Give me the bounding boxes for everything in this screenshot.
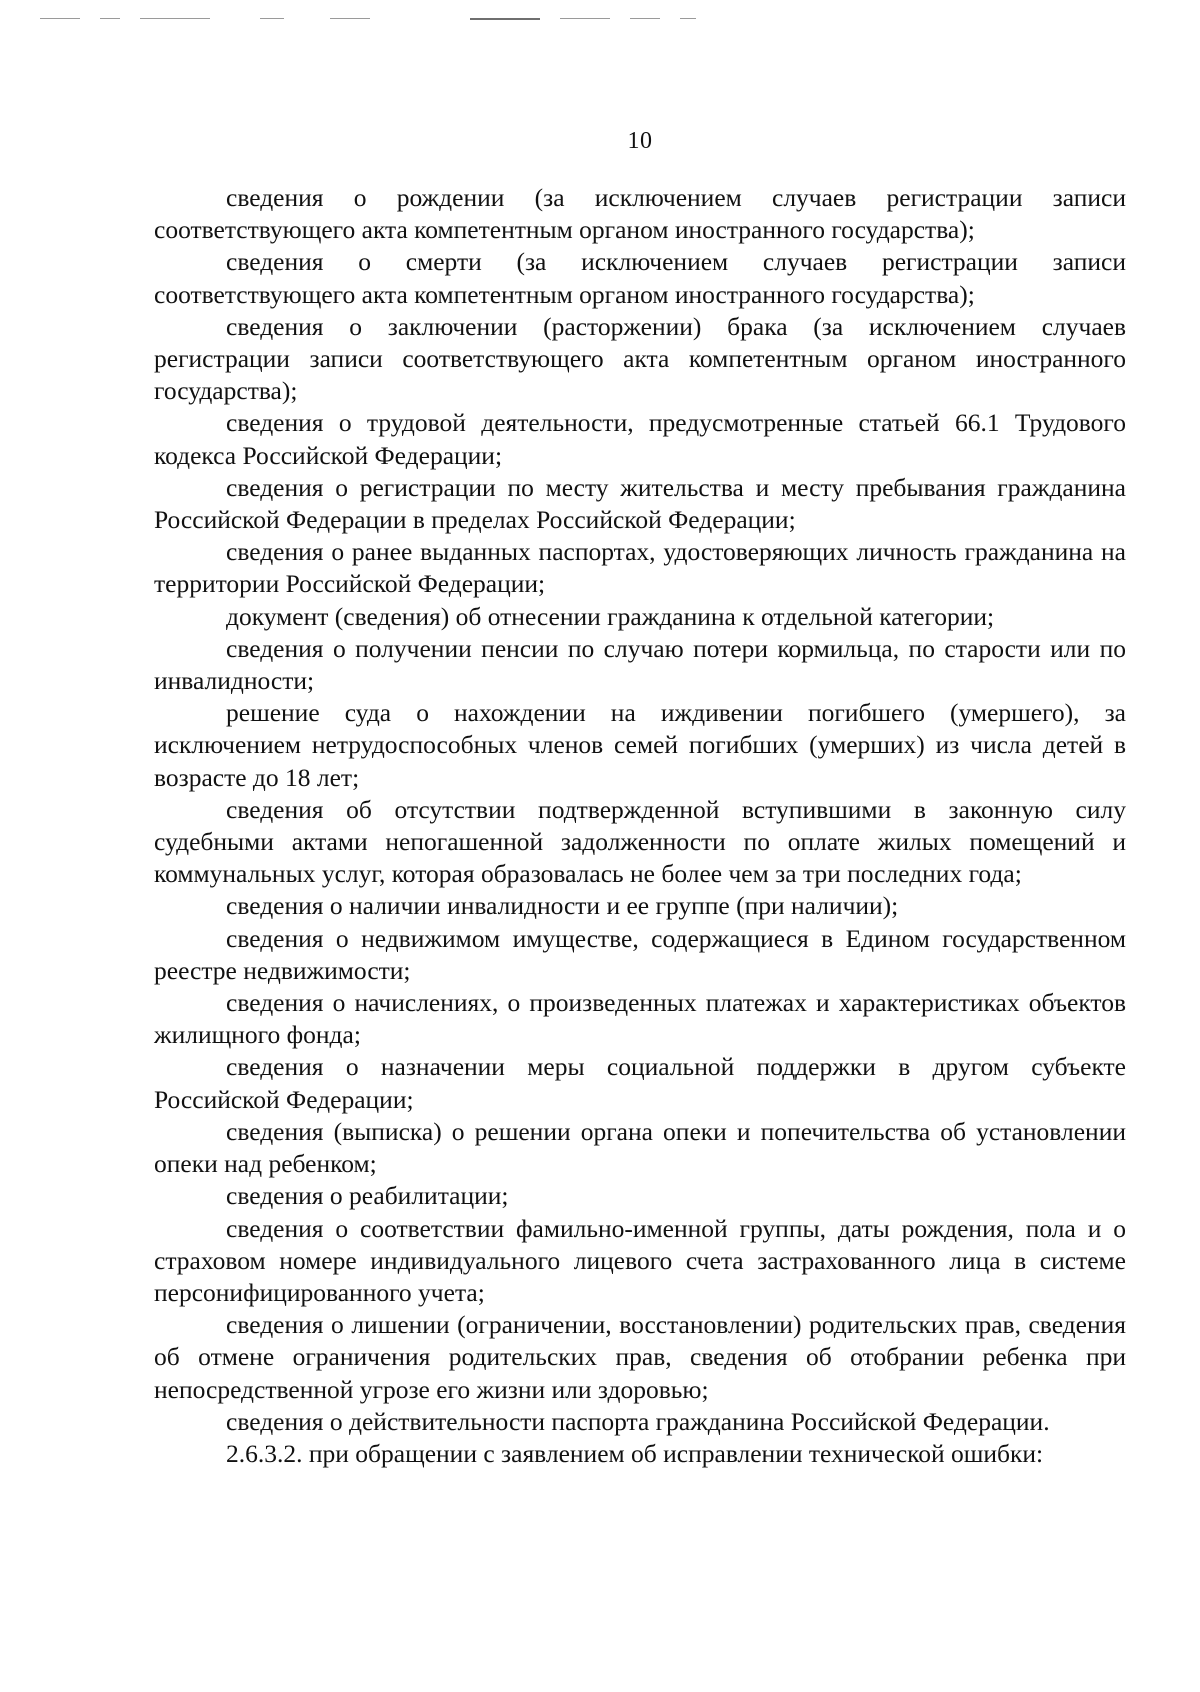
paragraph: сведения о рождении (за исключением случаев регистрации записи соответствующего акта компетентным органом иностранного государства); [154, 183, 1126, 245]
scan-artifact-marks [40, 18, 1140, 24]
paragraph: сведения о соответствии фамильно-именной группы, даты рождения, пола и о страховом номере индивидуального лицевого счета застрахованного лица в системе персонифицированного учета; [154, 1213, 1126, 1307]
paragraph: сведения о лишении (ограничении, восстановлении) родительских прав, сведения об отмене ограничения родительских прав, сведения об отобрании ребенка при непосредственной угрозе его жизни или здоровью; [154, 1310, 1126, 1404]
paragraph: сведения о начислениях, о произведенных платежах и характеристиках объектов жилищного фонда; [154, 988, 1126, 1050]
page-number: 10 [627, 128, 653, 154]
paragraph: 2.6.3.2. при обращении с заявлением об исправлении технической ошибки: [226, 1438, 1044, 1468]
paragraph: решение суда о нахождении на иждивении погибшего (умершего), за исключением нетрудоспособных членов семей погибших (умерших) из числа детей в возрасте до 18 лет; [154, 698, 1126, 792]
paragraph: документ (сведения) об отнесении гражданина к отдельной категории; [226, 601, 995, 631]
paragraph: сведения о недвижимом имуществе, содержащиеся в Едином государственном реестре недвижимости; [154, 923, 1126, 985]
paragraph: сведения о смерти (за исключением случаев регистрации записи соответствующего акта компетентным органом иностранного государства); [154, 247, 1126, 309]
paragraph: сведения о заключении (расторжении) брака (за исключением случаев регистрации записи соответствующего акта компетентным органом иностранного государства); [154, 311, 1126, 406]
paragraph: сведения о ранее выданных паспортах, удостоверяющих личность гражданина на территории Российской Федерации; [154, 537, 1126, 599]
paragraph: сведения о регистрации по месту жительства и месту пребывания гражданина Российской Федерации в пределах Российской Федерации; [154, 472, 1126, 535]
paragraph: сведения о реабилитации; [226, 1181, 509, 1211]
paragraph: сведения о трудовой деятельности, предусмотренные статьей 66.1 Трудового кодекса Российской Федерации; [154, 408, 1126, 470]
paragraph: сведения о наличии инвалидности и ее группе (при наличии); [226, 891, 899, 921]
paragraph: сведения (выписка) о решении органа опеки и попечительства об установлении опеки над ребенком; [154, 1116, 1126, 1179]
document-body [154, 182, 1126, 1470]
paragraph: сведения о действительности паспорта гражданина Российской Федерации. [226, 1406, 1050, 1436]
paragraph: сведения об отсутствии подтвержденной вступившими в законную силу судебными актами непогашенной задолженности по оплате жилых помещений и коммунальных услуг, которая образовалась не более чем за три последних года; [154, 794, 1126, 889]
paragraph: сведения о назначении меры социальной поддержки в другом субъекте Российской Федерации; [154, 1052, 1126, 1114]
paragraph: сведения о получении пенсии по случаю потери кормильца, по старости или по инвалидности; [154, 633, 1126, 696]
